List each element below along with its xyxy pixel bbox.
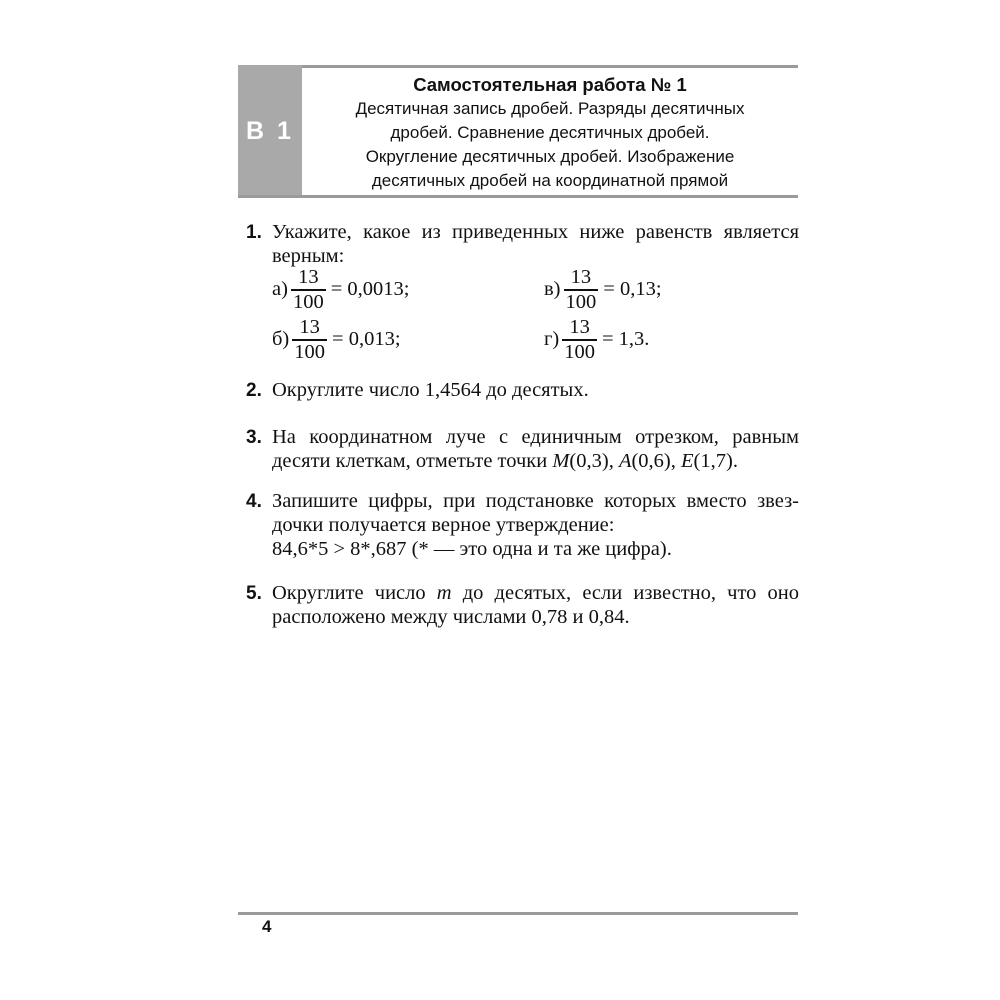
variant-badge: В 1 (238, 65, 302, 198)
task-line: дочки получается верное утверждение: (272, 514, 615, 536)
option-rhs: = 1,3. (602, 328, 650, 351)
task-number: 5. (246, 583, 262, 604)
task-number: 3. (246, 427, 262, 448)
fraction-numerator: 13 (299, 316, 320, 338)
subtitle-line: десятичных дробей на координатной прямой (371, 171, 729, 190)
task-line: расположено между числами 0,78 и 0,84. (272, 606, 630, 628)
task-number: 4. (246, 491, 262, 512)
footer-rule (238, 912, 798, 915)
option-label: а) (272, 278, 288, 301)
task-text (272, 425, 799, 473)
option-g (544, 316, 649, 364)
point-name: A (618, 450, 632, 472)
fraction-denominator: 100 (564, 340, 595, 363)
subtitle-line: Десятичная запись дробей. Разряды десятичных (355, 99, 745, 118)
header-text (302, 68, 798, 195)
option-label: в) (544, 278, 561, 301)
fraction (291, 266, 326, 314)
fraction-denominator: 100 (565, 290, 597, 313)
task-line: Запишите цифры, при подстановке которых вместо звез- (272, 490, 799, 512)
point-separator: , (608, 450, 619, 472)
task-text (272, 489, 799, 561)
fraction-numerator: 13 (570, 266, 592, 288)
option-rhs: = 0,013; (332, 328, 401, 351)
task-line-prefix: Округлите число (272, 582, 437, 604)
fraction (564, 266, 599, 314)
point-separator: , (670, 450, 682, 472)
fraction-numerator: 13 (298, 266, 319, 288)
task-line-suffix: до десятых, если известно, что оно (451, 582, 799, 604)
point-coord: (0,3) (569, 450, 609, 472)
page-number: 4 (262, 917, 272, 936)
task-line: Укажите, какое из приведенных ниже равенств является (272, 221, 799, 243)
option-a (272, 266, 409, 314)
option-rhs: = 0,0013; (330, 278, 410, 301)
task-line: 84,6*5 > 8*,687 (* — это одна и та же цифра). (272, 538, 672, 560)
subtitle-line: Округление десятичных дробей. Изображение (365, 147, 735, 166)
task-line-prefix: десяти клеткам, отметьте точки (272, 450, 553, 472)
task-line (272, 449, 799, 473)
fraction-numerator: 13 (569, 316, 590, 338)
task-text (272, 581, 799, 629)
fraction-denominator: 100 (292, 290, 324, 313)
task-number: 2. (246, 380, 262, 401)
header-bottom-rule (238, 195, 798, 198)
point-name: M (552, 450, 570, 472)
point-coord: (1,7) (693, 450, 733, 472)
task-line (272, 581, 799, 605)
fraction (292, 316, 327, 364)
task-text (272, 220, 799, 268)
option-v (544, 266, 662, 314)
task-line: верным: (272, 245, 345, 267)
option-rhs: = 0,13; (603, 278, 662, 301)
point-separator: . (732, 450, 738, 472)
point-coord: (0,6) (631, 450, 671, 472)
subtitle-line: дробей. Сравнение десятичных дробей. (390, 123, 710, 142)
task-line: Округлите число 1,4564 до десятых. (272, 379, 589, 401)
point-name: E (681, 450, 694, 472)
task-line: На координатном луче с единичным отрезком, равным (272, 426, 799, 448)
worksheet-title: Самостоятельная работа № 1 (413, 74, 687, 95)
option-label: г) (544, 328, 560, 351)
task-text (272, 378, 799, 402)
fraction (562, 316, 597, 364)
variable-m: m (436, 582, 452, 604)
option-label: б) (272, 328, 290, 351)
option-b (272, 316, 401, 364)
task-number: 1. (246, 222, 262, 243)
fraction-denominator: 100 (294, 340, 326, 363)
